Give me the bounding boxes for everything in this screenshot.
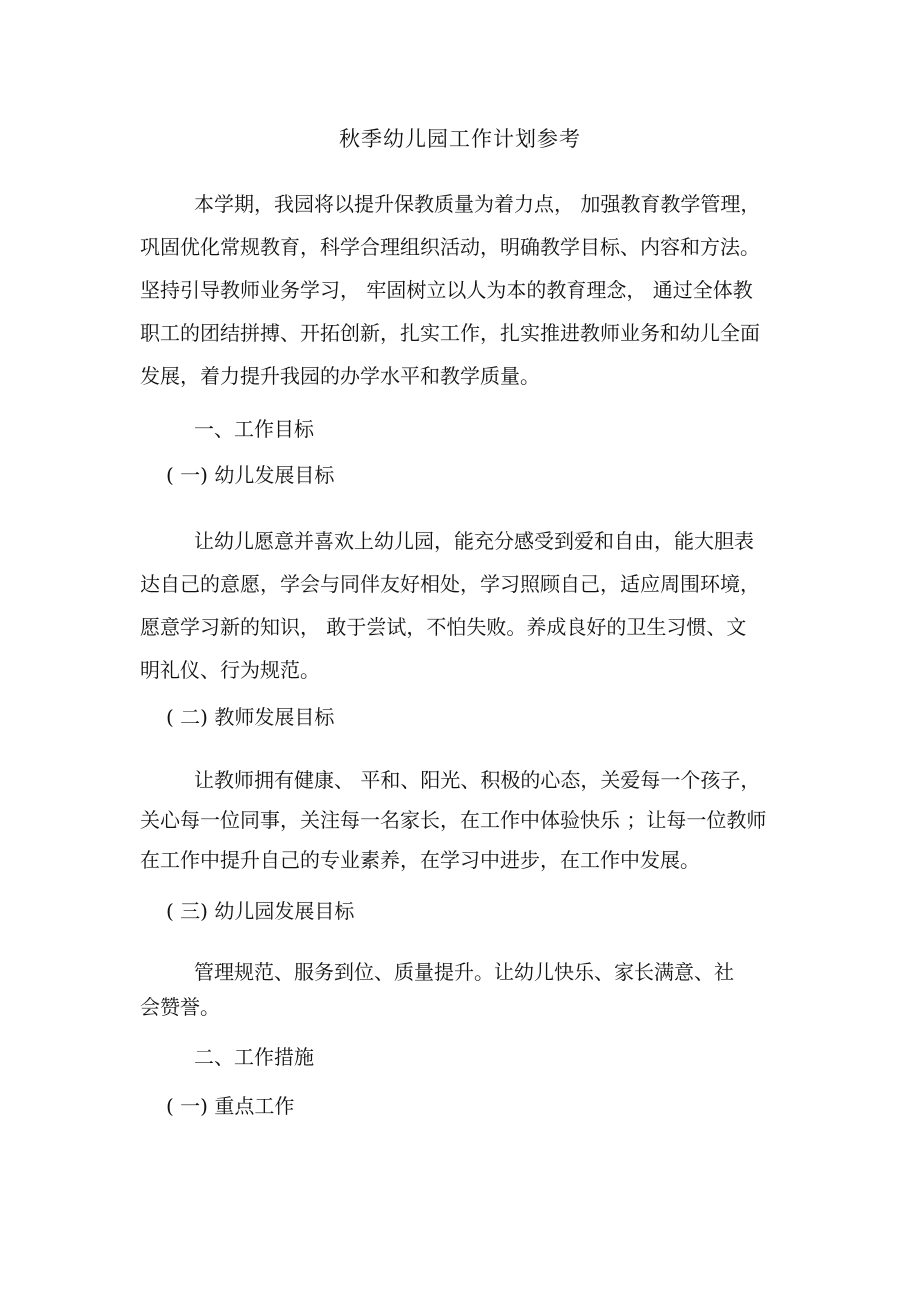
child-goals-line-3: 愿意学习新的知识， 敢于尝试，不怕失败。养成良好的卫生习惯、文 — [140, 615, 747, 639]
intro-line-2: 巩固优化常规教育，科学合理组织活动，明确教学目标、内容和方法。 — [140, 235, 760, 259]
intro-line-3: 坚持引导教师业务学习， 牢固树立以人为本的教育理念， 通过全体教 — [140, 278, 753, 302]
subheading-kindergarten-goals: ( 三) 幼儿园发展目标 — [166, 899, 355, 923]
teacher-goals-line-3: 在工作中提升自己的专业素养，在学习中进步，在工作中发展。 — [140, 848, 700, 872]
kindergarten-goals-line-1: 管理规范、服务到位、质量提升。让幼儿快乐、家长满意、社 — [194, 960, 734, 984]
section-heading-goals: 一、工作目标 — [194, 417, 314, 441]
kindergarten-goals-line-2: 会赞誉。 — [140, 995, 220, 1019]
child-goals-line-1: 让幼儿愿意并喜欢上幼儿园，能充分感受到爱和自由，能大胆表 — [194, 529, 754, 553]
intro-line-1: 本学期，我园将以提升保教质量为着力点， 加强教育教学管理， — [194, 192, 761, 216]
intro-line-4: 职工的团结拼搏、开拓创新，扎实工作，扎实推进教师业务和幼儿全面 — [140, 321, 760, 345]
subheading-teacher-goals: ( 二) 教师发展目标 — [166, 705, 335, 729]
teacher-goals-line-2: 关心每一位同事，关注每一名家长，在工作中体验快乐 ；让每一位教师 — [140, 808, 767, 832]
subheading-child-goals: ( 一) 幼儿发展目标 — [166, 463, 335, 487]
teacher-goals-line-1: 让教师拥有健康、 平和、阳光、积极的心态，关爱每一个孩子， — [194, 768, 761, 792]
subheading-key-work: ( 一) 重点工作 — [166, 1094, 295, 1118]
intro-line-5: 发展，着力提升我园的办学水平和教学质量。 — [140, 364, 540, 388]
document-title: 秋季幼儿园工作计划参考 — [339, 127, 581, 151]
section-heading-measures: 二、工作措施 — [194, 1045, 314, 1069]
child-goals-line-2: 达自己的意愿，学会与同伴友好相处，学习照顾自己，适应周围环境， — [140, 572, 760, 596]
child-goals-line-4: 明礼仪、行为规范。 — [140, 658, 320, 682]
